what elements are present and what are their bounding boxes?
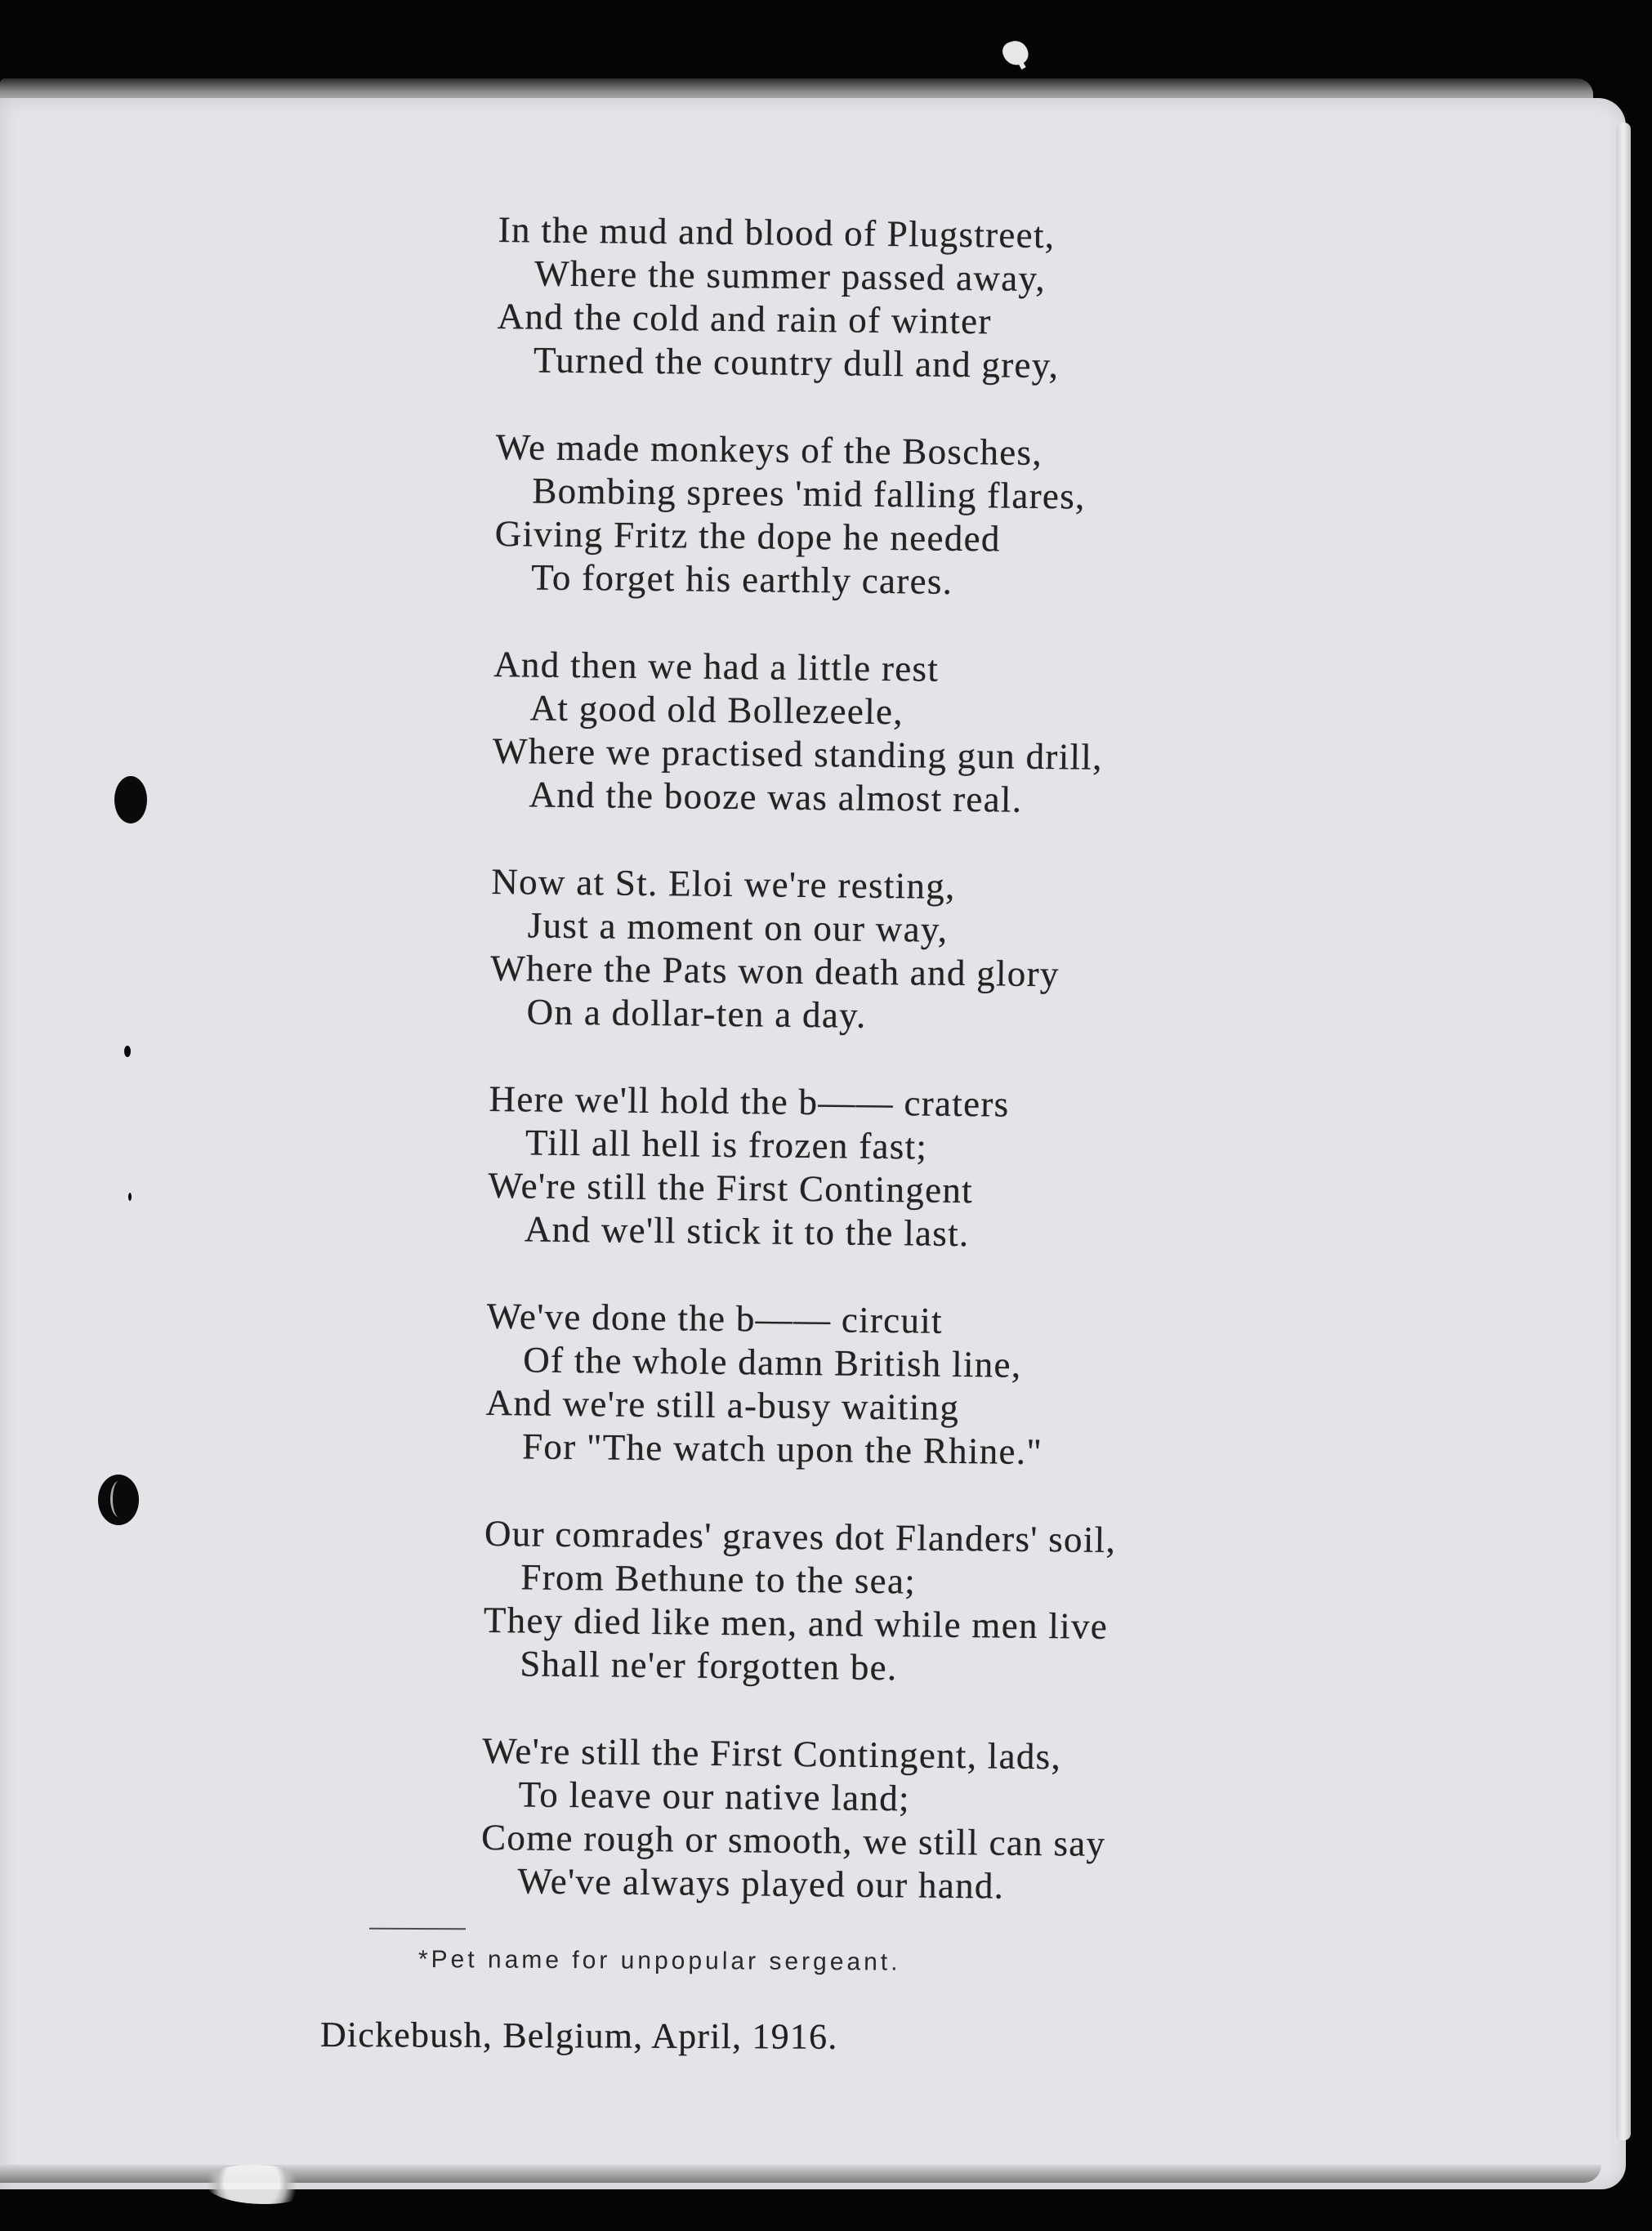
poem-line: Just a moment on our way, — [527, 904, 949, 950]
poem-stanza — [488, 1078, 1331, 1260]
poem-line: We've always played our hand. — [517, 1860, 1005, 1907]
poem-line: For "The watch upon the Rhine." — [521, 1426, 1043, 1473]
poem-stanza — [492, 643, 1335, 825]
poem — [480, 208, 1340, 1956]
poem-line: And we're still a-busy waiting — [485, 1381, 960, 1428]
poem-line: To forget his earthly cares. — [531, 556, 953, 602]
footnote: *Pet name for unpopular sergeant. — [417, 1946, 901, 1976]
poem-line: Bombing sprees 'mid falling flares, — [532, 470, 1086, 517]
poem-line: We're still the First Contingent, lads, — [481, 1729, 1062, 1778]
poem-line: We're still the First Contingent — [488, 1164, 974, 1211]
poem-line: And the booze was almost real. — [529, 774, 1023, 820]
binding-hole — [98, 1475, 139, 1525]
scan-artifact-mark — [1000, 38, 1031, 69]
poem-line: And we'll stick it to the last. — [524, 1208, 970, 1255]
poem-stanza — [489, 860, 1333, 1042]
page-tear — [204, 2165, 310, 2204]
poem-line: We've done the b—— circuit — [486, 1295, 944, 1341]
poem-stanza — [494, 426, 1337, 608]
poem-line: From Bethune to the sea; — [520, 1556, 917, 1602]
poem-line: To leave our native land; — [518, 1774, 911, 1819]
scan-speck — [128, 1193, 132, 1201]
poem-stanza — [480, 1729, 1324, 1912]
poem-line: At good old Bollezeele, — [529, 687, 904, 733]
poem-stanza — [497, 208, 1340, 390]
poem-line: In the mud and blood of Plugstreet, — [498, 208, 1056, 257]
footnote-rule — [369, 1928, 466, 1930]
poem-line: Now at St. Eloi we're resting, — [491, 860, 956, 907]
binding-hole — [114, 776, 147, 823]
poem-line: Of the whole damn British line, — [522, 1339, 1022, 1385]
poem-line: Come rough or smooth, we still can say — [480, 1816, 1106, 1864]
poem-line: They died like men, and while men live — [483, 1599, 1109, 1647]
dateline: Dickebush, Belgium, April, 1916. — [319, 2015, 838, 2057]
poem-stanza — [485, 1295, 1328, 1477]
page-right-edge — [1616, 123, 1631, 2140]
poem-line: And the cold and rain of winter — [497, 295, 992, 342]
poem-line: And then we had a little rest — [493, 643, 940, 689]
poem-line: On a dollar-ten a day. — [526, 991, 867, 1036]
poem-line: Giving Fritz the dope he needed — [494, 512, 1001, 560]
poem-line: Turned the country dull and grey, — [533, 339, 1060, 386]
poem-line: Our comrades' graves dot Flanders' soil, — [484, 1512, 1117, 1561]
poem-line: Where the Pats won death and glory — [489, 947, 1060, 995]
scan-speck — [124, 1046, 131, 1057]
poem-line: Here we'll hold the b—— craters — [489, 1078, 1010, 1125]
poem-line: We made monkeys of the Bosches, — [495, 426, 1043, 473]
poem-line: Where we practised standing gun drill, — [492, 730, 1103, 778]
poem-line: Where the summer passed away, — [534, 252, 1047, 300]
poem-stanza — [483, 1512, 1326, 1694]
poem-line: Shall ne'er forgotten be. — [520, 1643, 898, 1689]
poem-line: Till all hell is frozen fast; — [525, 1122, 928, 1167]
